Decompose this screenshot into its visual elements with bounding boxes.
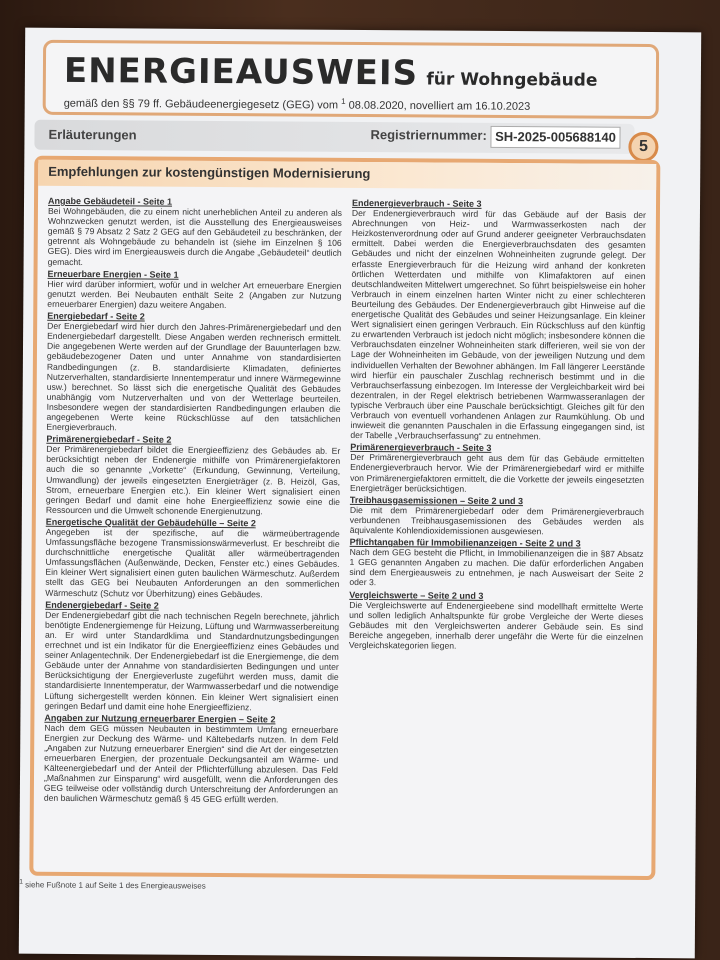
registration-label: Registriernummer:	[370, 127, 487, 143]
section-text: Die Vergleichswerte auf Endenergieebene sind modellhaft ermittelte Werte und sollen lediglich Anhaltspunkte für grobe Vergleiche der Werte dieses Gebäudes mit den Vergleichswerten anderer Gebäude sein. Es sind Bereiche angegeben, innerhalb derer ungefähr die Werte für die einzelnen Vergleichskategorien liegen.	[348, 599, 644, 651]
content-box	[29, 156, 660, 880]
law-dates: 08.08.2020, novelliert am 16.10.2023	[348, 99, 531, 113]
section-heading: Endenergieverbrauch - Seite 3	[351, 197, 482, 209]
footnote-text: siehe Fußnote 1 auf Seite 1 des Energieausweises	[25, 880, 206, 891]
section	[46, 434, 341, 517]
section-text: Nach dem GEG besteht die Pflicht, in Immobilienanzeigen die in §87 Absatz 1 GEG genannten Angaben zu machen. Die dafür erforderlichen Angaben sind dem Energieausweis zu entnehmen, je nach Ausweisart der Seite 2 oder 3.	[349, 547, 644, 588]
section	[46, 311, 341, 434]
section	[48, 196, 342, 269]
section-heading: Angabe Gebäudeteil - Seite 1	[47, 195, 173, 207]
section-heading: Erneuerbare Energien - Seite 1	[47, 268, 179, 280]
section-heading: Pflichtangaben für Immobilienanzeigen - Seite 2 und 3	[349, 537, 581, 549]
registration-number: SH-2025-005688140	[490, 126, 620, 149]
section-text: Der Energiebedarf wird hier durch den Jahres-Primärenergiebedarf und den Endenergiebedarf dargestellt. Diese Angaben werden rechnerisch ermittelt. Die angegebenen Werte werden auf der Grundlage der Bauunterlagen bzw. gebäudebezogener Daten und unter Annahme von standardisierten Randbedingungen (z. B. standardisierte Klimadaten, definiertes Nutzerverhalten, standardisierte Innentemperatur und innere Wärmegewinne usw.) berechnet. So lässt sich die energetische Qualität des Gebäudes unabhängig vom Nutzerverhalten und von der Wetterlage beurteilen. Insbesondere wegen der standardisierten Randbedingungen erlauben die angegebenen Werte keine Rückschlüsse auf den tatsächlichen Energieverbrauch.	[46, 320, 342, 433]
section-text: Die mit dem Primärenergiebedarf oder dem Primärenergieverbrauch verbundenen Treibhausgasemissionen des Gebäudes werden als äquivalente Kohlendioxidemissionen ausgewiesen.	[349, 504, 644, 537]
section-heading: Primärenergiebedarf - Seite 2	[46, 433, 172, 445]
law-prefix: gemäß den §§ 79 ff. Gebäudeenergiegesetz (GEG) vom	[63, 97, 339, 112]
section-text: Der Endenergiebedarf gibt die nach technischen Regeln berechnete, jährlich benötigte Endenergiemenge für Heizung, Lüftung und Warmwasserbereitung an. Er wird unter Standardklima und Standardnutzungsbedingungen errechnet und ist ein Indikator für die Energieeffizienz eines Gebäudes und seiner Anlagentechnik. Der Endenergiebedarf ist die Energiemenge, die dem Gebäude unter der Annahme von standardisierten Bedingungen und unter Berücksichtigung der Energieverluste zugeführt werden muss, damit die standardisierte Innentemperatur, der Warmwasserbedarf und die notwendige Lüftung sichergestellt werden können. Ein kleiner Wert signalisiert einen geringen Bedarf und damit eine hohe Energieeffizienz.	[44, 609, 340, 712]
section-text: Angegeben ist der spezifische, auf die wärmeübertragende Umfassungsfläche bezogene Transmissionswärmeverlust. Er beschreibt die durchschnittliche energetische Qualität aller wärmeübertragenden Umfassungsflächen (Außenwände, Decken, Fenster etc.) eines Gebäudes. Ein kleiner Wert signalisiert einen guten baulichen Wärmeschutz. Außerdem stellt das GEG bei Neubauten Anforderungen an den sommerlichen Wärmeschutz (Schutz vor Überhitzung) eines Gebäudes.	[45, 526, 340, 599]
header-box	[43, 40, 660, 119]
section-text: Der Primärenergiebedarf bildet die Energieeffizienz des Gebäudes ab. Er berücksichtigt neben der Endenergie mithilfe von Primärenergiefaktoren auch die so genannte „Vorkette“ (Erkundung, Gewinnung, Verteilung, Umwandlung) der jeweils eingesetzten Energieträger (z. B. Heizöl, Gas, Strom, erneuerbare Energien etc.). Ein kleiner Wert signalisiert einen geringen Bedarf und damit eine hohe Energieeffizienz sowie eine die Ressourcen und die Umwelt schonende Energienutzung.	[45, 444, 341, 517]
section	[350, 198, 646, 442]
section-text: Der Endenergieverbrauch wird für das Gebäude auf der Basis der Abrechnungen von Heiz- und Warmwasserkosten nach der Heizkostenverordnung oder auf Grund anderer geeigneter Verbrauchsdaten ermittelt. Dabei werden die Energieverbrauchsdaten des gesamten Gebäudes und nicht der einzelnen Wohneinheiten zugrunde gelegt. Der erfasste Energieverbrauch für die Heizung wird anhand der konkreten örtlichen Wetterdaten und mithilfe von Klimafaktoren auf einen deutschlandweiten Mittelwert umgerechnet. So führt beispielsweise ein hoher Verbrauch in einem einzelnen harten Winter nicht zu einer schlechteren Beurteilung des Gebäudes. Der Endenergieverbrauch gibt Hinweise auf die energetische Qualität des Gebäudes und seiner Heizungsanlage. Ein kleiner Wert signalisiert einen geringen Verbrauch. Ein Rückschluss auf den künftig zu erwartenden Verbrauch ist jedoch nicht möglich; insbesondere können die Verbrauchsdaten einzelner Wohneinheiten stark differieren, weil sie von der Lage der Wohneinheiten im Gebäude, von der jeweiligen Nutzung und dem individuellen Verhalten der Bewohner abhängen. Im Fall längerer Leerstände wird hierfür ein pauschaler Zuschlag rechnerisch bestimmt und in die Verbrauchserfassung einbezogen. Im Interesse der Vergleichbarkeit wird bei dezentralen, in der Regel elektrisch betriebenen Warmwasseranlagen der typische Verbrauch über eine Pauschale berücksichtigt. Gleiches gilt für den Verbrauch von eventuell vorhandenen Anlagen zur Raumkühlung. Ob und inwieweit die genannten Pauschalen in die Erfassung eingegangen sind, ist der Tabelle „Verbrauchserfassung“ zu entnehmen.	[350, 208, 646, 442]
section	[45, 517, 340, 600]
page-number-badge: 5	[628, 132, 658, 162]
section-text: Bei Wohngebäuden, die zu einem nicht unerheblichen Anteil zu anderen als Wohnzwecken genutzt werden, ist die Ausstellung des Energieausweises gemäß § 79 Absatz 2 Satz 2 GEG auf den Gebäudeteil zu beschränken, der getrennt als Wohngebäude zu behandeln ist (siehe im Einzelnen § 106 GEG). Dies wird im Energieausweis durch die Angabe „Gebäudeteil“ deutlich gemacht.	[47, 205, 342, 267]
law-footnote-mark: 1	[341, 96, 346, 106]
section	[44, 599, 339, 712]
section	[349, 589, 643, 652]
footnote-mark: 1	[19, 878, 24, 886]
section-heading: Angaben zur Nutzung erneuerbarer Energien – Seite 2	[44, 712, 276, 725]
title-row	[64, 51, 598, 95]
section-text: Hier wird darüber informiert, wofür und in welcher Art erneuerbare Energien genutzt werden. Bei Neubauten enthält Seite 2 (Angaben zur Nutzung erneuerbarer Energien) dazu weitere Angaben.	[47, 278, 342, 311]
law-line	[64, 95, 531, 113]
section	[44, 712, 339, 805]
section-heading: Primärenergieverbrauch - Seite 3	[350, 442, 492, 454]
section	[349, 537, 643, 590]
section-heading: Vergleichswerte – Seite 2 und 3	[349, 589, 484, 601]
footnote	[19, 879, 206, 891]
section-text: Der Primärenergieverbrauch geht aus dem für das Gebäude ermittelten Endenergieverbrauch hervor. Wie der Primärenergiebedarf wird er mithilfe von Primärenergiefaktoren ermittelt, die die Vorkette der jeweils eingesetzten Energieträger berücksichtigen.	[350, 452, 645, 494]
explanations-bar	[34, 120, 634, 154]
content-header	[38, 160, 656, 190]
energy-certificate-page	[19, 28, 701, 959]
section-heading: Endenergiebedarf - Seite 2	[45, 599, 159, 611]
right-column	[349, 196, 646, 653]
left-column	[44, 194, 342, 807]
section-heading: Energetische Qualität der Gebäudehülle – Seite 2	[45, 516, 256, 529]
title-sub: für Wohngebäude	[426, 69, 598, 91]
section-heading: Energiebedarf - Seite 2	[47, 310, 145, 322]
section-label: Erläuterungen	[48, 126, 137, 143]
section-text: Nach dem GEG müssen Neubauten in bestimmtem Umfang erneuerbare Energien zur Deckung des Wärme- und Kältebedarfs nutzen. In dem Feld „Angaben zur Nutzung erneuerbarer Energien“ sind die Art der eingesetzten erneuerbaren Energien, der prozentuale Deckungsanteil am Wärme- und Kälteenergiebedarf und der Anteil der Pflichterfüllung abzulesen. Das Feld „Maßnahmen zur Einsparung“ wird ausgefüllt, wenn die Anforderungen des GEG teilweise oder vollständig durch Unterschreitung der Anforderungen an den baulichen Wärmeschutz gemäß § 45 GEG erfüllt werden.	[43, 722, 339, 805]
section	[350, 495, 644, 537]
section-heading: Treibhausgasemissionen – Seite 2 und 3	[349, 494, 524, 506]
content-title: Empfehlungen zur kostengünstigen Modernisierung	[48, 163, 371, 182]
section	[47, 268, 341, 310]
title-main: ENERGIEAUSWEIS	[63, 50, 419, 94]
section	[350, 442, 644, 495]
